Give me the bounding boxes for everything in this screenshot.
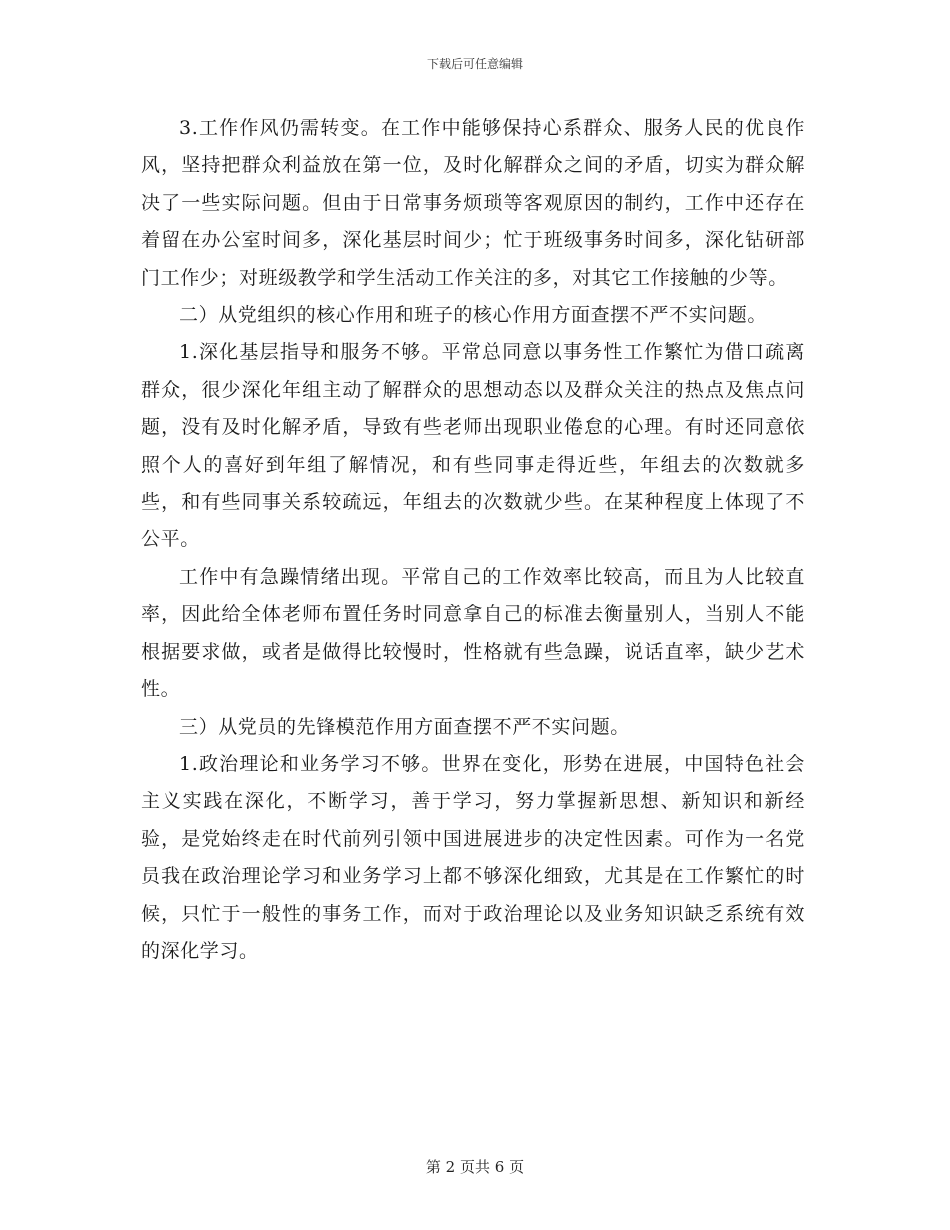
paragraph-impatience: 工作中有急躁情绪出现。平常自己的工作效率比较高，而且为人比较直率，因此给全体老师布置任务时同意拿自己的标准去衡量别人，当别人不能根据要求做，或者是做得比较慢时，性格就有些急躁，说话直率，缺少艺术性。 bbox=[141, 565, 805, 701]
section-heading-party-member: 三）从党员的先锋模范作用方面查摆不严不实问题。 bbox=[179, 715, 630, 738]
section-heading-party-organization: 二）从党组织的核心作用和班子的核心作用方面查摆不严不实问题。 bbox=[179, 304, 768, 327]
paragraph-grassroots-guidance: 1.深化基层指导和服务不够。平常总同意以事务性工作繁忙为借口疏离群众，很少深化年组主动了解群众的思想动态以及群众关注的热点及焦点问题，没有及时化解矛盾，导致有些老师出现职业倦怠的心理。有时还同意依照个人的喜好到年组了解情况，和有些同事走得近些，年组去的次数就多些，和有些同事关系较疏远，年组去的次数就少些。在某种程度上体现了不公平。 bbox=[141, 341, 805, 551]
page-number: 第 2 页共 6 页 bbox=[425, 1158, 525, 1176]
paragraph-work-style: 3.工作作风仍需转变。在工作中能够保持心系群众、服务人民的优良作风，坚持把群众利益放在第一位，及时化解群众之间的矛盾，切实为群众解决了一些实际问题。但由于日常事务烦琐等客观原因的制约，工作中还存在着留在办公室时间多，深化基层时间少；忙于班级事务时间多，深化钻研部门工作少；对班级教学和学生活动工作关注的多，对其它工作接触的少等。 bbox=[141, 117, 805, 289]
page-header-note: 下载后可任意编辑 bbox=[426, 57, 523, 71]
document-body bbox=[141, 110, 805, 970]
paragraph-theory-study: 1.政治理论和业务学习不够。世界在变化，形势在进展，中国特色社会主义实践在深化，不断学习，善于学习，努力掌握新思想、新知识和新经验，是党始终走在时代前列引领中国进展进步的决定性因素。可作为一名党员我在政治理论学习和业务学习上都不够深化细致，尤其是在工作繁忙的时候，只忙于一般性的事务工作，而对于政治理论以及业务知识缺乏系统有效的深化学习。 bbox=[141, 752, 805, 962]
